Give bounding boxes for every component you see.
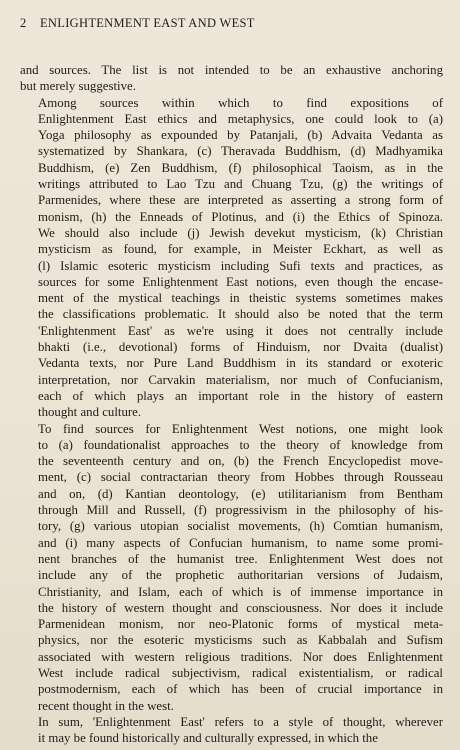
text-line: to (a) foundationalist approaches to the theory of knowledge from (38, 437, 443, 452)
text-line: and sources. The list is not intended to be an exhaustive anchoring (20, 63, 443, 77)
text-line: In sum, 'Enlightenment East' refers to a style of thought, wherever (38, 714, 443, 729)
paragraph (20, 62, 443, 95)
text-line: Vedanta texts, nor Pure Land Buddhism in its standard or exoteric (38, 356, 443, 371)
text-line: systematized by Shankara, (c) Theravada Buddhism, (d) Madhyamika (38, 144, 443, 159)
text-line: monism, (h) the Enneads of Plotinus, and (i) the Ethics of Spinoza. (38, 209, 443, 224)
text-line: through Mill and Russell, (f) progressivism in the philosophy of his- (38, 503, 443, 518)
text-line: interpretation, nor Carvakin materialism, nor much of Confucianism, (38, 372, 443, 387)
text-line: the classifications problematic. It should also be noted that the term (38, 307, 443, 322)
paragraph (20, 421, 443, 714)
body-text (20, 62, 443, 746)
text-line: Yoga philosophy as expounded by Patanjali, (b) Advaita Vedanta as (38, 128, 443, 143)
text-line: postmodernism, each of which has been of crucial importance in (38, 682, 443, 697)
text-line: ment of the mystical teachings in theistic systems sometimes makes (38, 291, 443, 306)
text-line: associated with western religious traditions. Nor does Enlightenment (38, 649, 443, 664)
text-line: To find sources for Enlightenment West notions, one might look (38, 421, 443, 436)
text-line: nent branches of the humanist tree. Enlightenment West does not (38, 551, 443, 566)
text-line: it may be found historically and culturally expressed, in which the (38, 731, 378, 746)
text-line: bhakti (i.e., devotional) forms of Hinduism, nor Dvaita (dualist) (38, 340, 443, 355)
paragraph (20, 95, 443, 421)
text-line: and on, (d) Kantian deontology, (e) utilitarianism from Bentham (38, 486, 443, 501)
text-line: physics, nor the esoteric mysticisms such as Kabbalah and Sufism (38, 633, 443, 648)
running-header (20, 16, 440, 31)
text-line: (l) Islamic esoteric mysticism including Sufi texts and practices, as (38, 258, 443, 273)
text-line: and (i) many aspects of Confucian humanism, to name some promi- (38, 535, 443, 550)
text-line: Enlightenment East ethics and metaphysics, one could look to (a) (38, 111, 443, 126)
paragraph (20, 714, 443, 747)
running-title: ENLIGHTENMENT EAST AND WEST (40, 16, 255, 30)
text-line: but merely suggestive. (20, 79, 136, 94)
text-line: recent thought in the west. (38, 698, 174, 713)
text-line: the history of western thought and consciousness. Nor does it include (38, 600, 443, 615)
text-line: Christianity, and Islam, each of which is of immense importance in (38, 584, 443, 599)
text-line: We should also include (j) Jewish devekut mysticism, (k) Christian (38, 225, 443, 240)
text-line: writings attributed to Lao Tzu and Chuang Tzu, (g) the writings of (38, 177, 443, 192)
text-line: Buddhism, (e) Zen Buddhism, (f) philosophical Taoism, as in the (38, 160, 443, 175)
text-line: ment, (c) social contractarian theory from Hobbes through Rousseau (38, 470, 443, 485)
text-line: Parmenidean monism, nor neo-Platonic forms of mystical meta- (38, 617, 443, 632)
text-line: thought and culture. (38, 405, 142, 420)
text-line: 'Enlightenment East' as we're using it does not centrally include (38, 323, 443, 338)
text-line: Among sources within which to find expositions of (38, 95, 443, 110)
text-line: West include radical subjectivism, radical existentialism, or radical (38, 665, 443, 680)
text-line: each of which plays an important role in the history of eastern (38, 388, 443, 403)
text-line: the seventeenth century and on, (b) the French Encyclopedist move- (38, 454, 443, 469)
text-line: Parmenides, where these are interpreted as asserting a strong form of (38, 193, 443, 208)
text-line: mysticism as found, for example, in Meister Eckhart, as well as (38, 242, 443, 257)
text-line: sources for some Enlightenment East notions, even though the encase- (38, 274, 443, 289)
text-line: tory, (g) various utopian socialist movements, (h) Comtian humanism, (38, 519, 443, 534)
text-line: include any of the prophetic authoritarian versions of Judaism, (38, 568, 443, 583)
page-number: 2 (20, 16, 27, 30)
